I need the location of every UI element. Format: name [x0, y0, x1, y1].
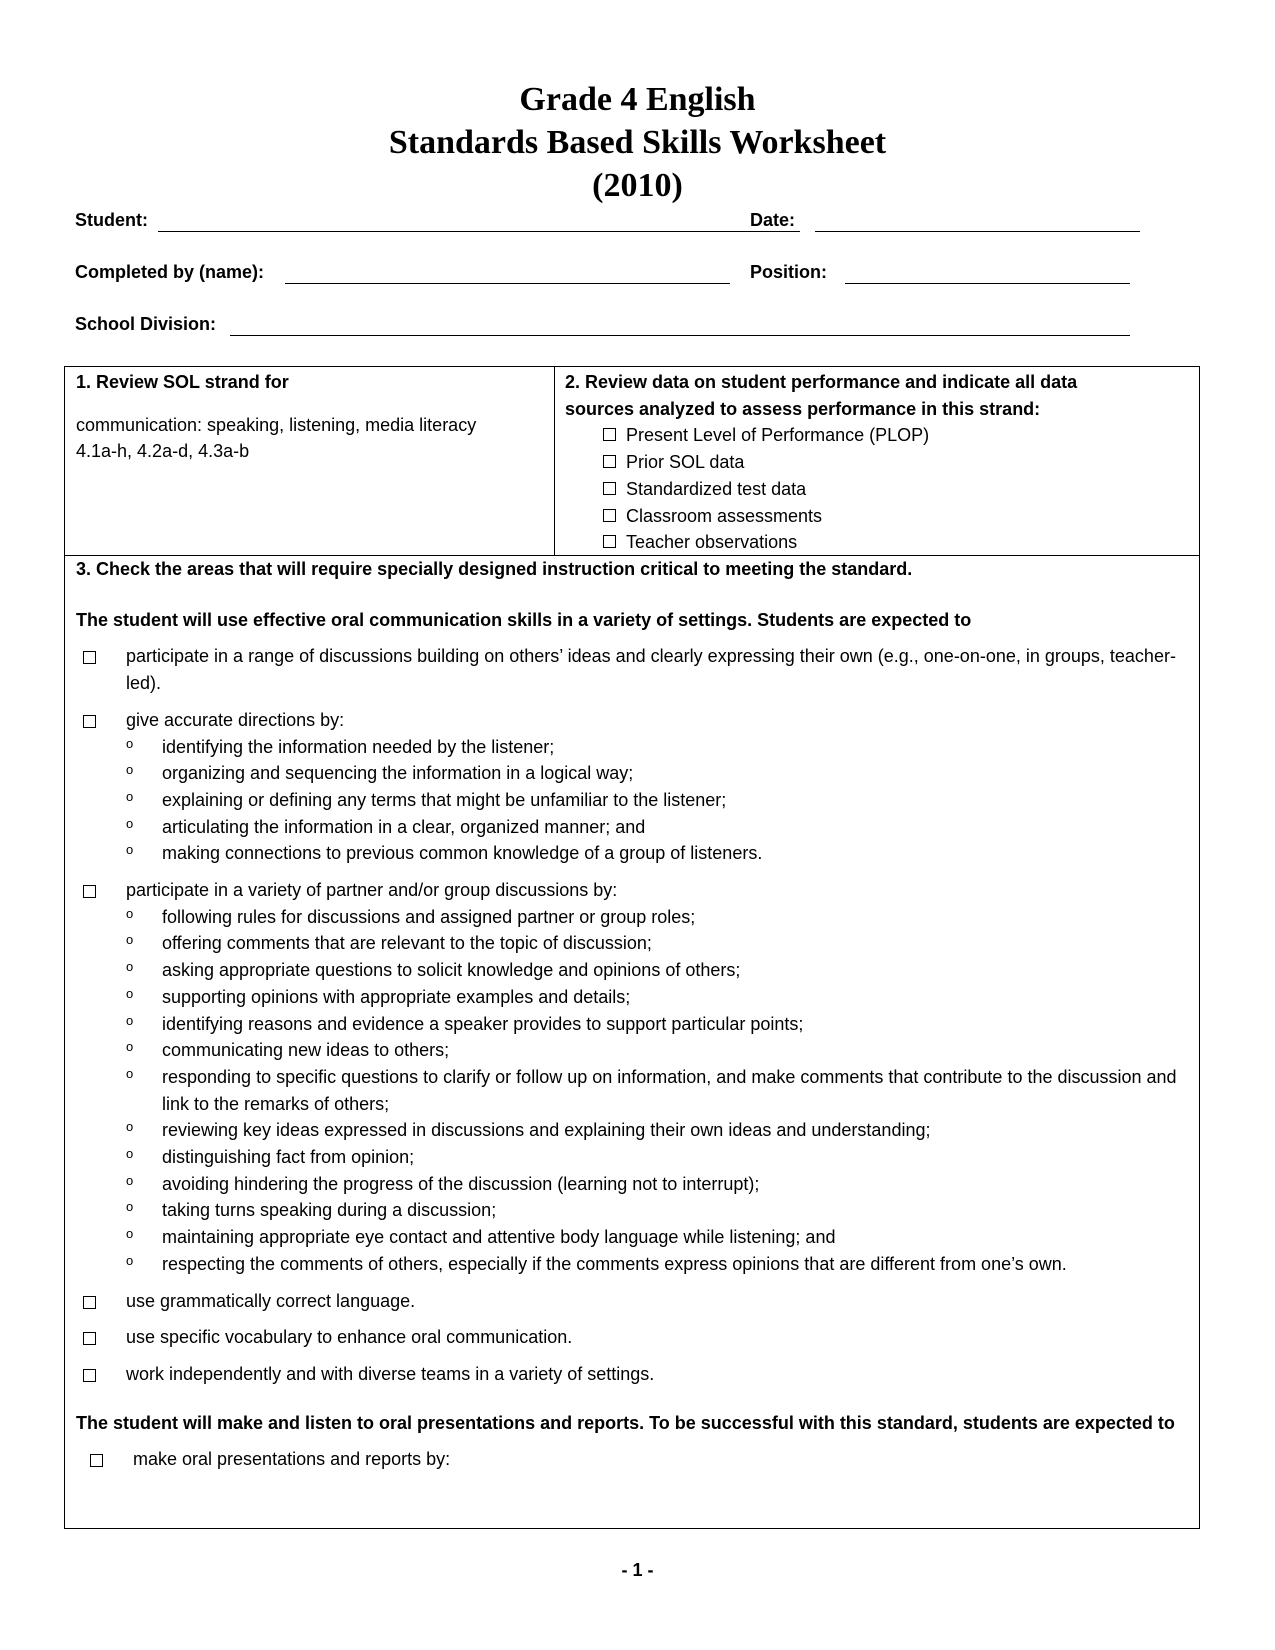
- section-2-heading-1: 2. Review data on student performance and indicate all data: [565, 372, 1078, 392]
- source-checkbox-prior-sol[interactable]: Prior SOL data: [565, 449, 1195, 476]
- source-checkbox-plop[interactable]: Present Level of Performance (PLOP): [565, 422, 1195, 449]
- bullet-icon: o: [126, 788, 134, 804]
- checklist-item-discussions-range[interactable]: participate in a range of discussions building on others’ ideas and clearly expressing their own (e.g., one-on-one, in groups, teacher-led).: [76, 643, 1186, 696]
- sub-item: o avoiding hindering the progress of the discussion (learning not to interrupt);: [76, 1171, 1186, 1198]
- checkbox-icon: [83, 715, 96, 728]
- checkbox-icon: [90, 1454, 103, 1467]
- sub-item: o making connections to previous common knowledge of a group of listeners.: [76, 840, 1186, 867]
- completed-by-field[interactable]: [285, 283, 730, 284]
- bullet-icon: o: [126, 1199, 134, 1215]
- sub-item: o supporting opinions with appropriate examples and details;: [76, 984, 1186, 1011]
- completed-by-label: Completed by (name):: [75, 262, 265, 282]
- standard-2-intro: The student will make and listen to oral presentations and reports. To be successful with this standard, students are expected to: [76, 1412, 1175, 1433]
- standard-1-intro: The student will use effective oral communication skills in a variety of settings. Students are expected to: [76, 609, 972, 630]
- sub-item: o articulating the information in a clear, organized manner; and: [76, 814, 1186, 841]
- school-division-field[interactable]: [230, 335, 1130, 336]
- completed-position-row: [75, 262, 1155, 290]
- bullet-icon: o: [126, 815, 134, 831]
- sub-item: o organizing and sequencing the information in a logical way;: [76, 760, 1186, 787]
- worksheet-table: [64, 366, 1200, 1529]
- student-date-row: [75, 210, 1155, 238]
- student-field[interactable]: [158, 231, 800, 232]
- page-number: - 1 -: [621, 1560, 654, 1580]
- date-field[interactable]: [815, 231, 1140, 232]
- school-division-row: [75, 314, 1155, 342]
- bullet-icon: o: [126, 762, 134, 778]
- sub-item: o identifying reasons and evidence a speaker provides to support particular points;: [76, 1011, 1186, 1038]
- source-checkbox-teacher[interactable]: Teacher observations: [565, 529, 1195, 556]
- section-3: [76, 556, 1186, 1473]
- sub-item: o taking turns speaking during a discussion;: [76, 1197, 1186, 1224]
- sub-item: o asking appropriate questions to solicit knowledge and opinions of others;: [76, 957, 1186, 984]
- checkbox-icon: [83, 885, 96, 898]
- title-line-3: (2010): [592, 167, 683, 204]
- checkbox-icon: [83, 651, 96, 664]
- source-checkbox-classroom[interactable]: Classroom assessments: [565, 503, 1195, 530]
- sub-item: o responding to specific questions to clarify or follow up on information, and make comments that contribute to the discussion and link to the remarks of others;: [76, 1064, 1186, 1117]
- bullet-icon: o: [126, 932, 134, 948]
- school-division-label: School Division:: [75, 314, 217, 334]
- sub-item: o offering comments that are relevant to the topic of discussion;: [76, 930, 1186, 957]
- checkbox-icon: [603, 455, 616, 468]
- bullet-icon: o: [126, 1226, 134, 1242]
- sub-item: o identifying the information needed by the listener;: [76, 734, 1186, 761]
- bullet-icon: o: [126, 959, 134, 975]
- checkbox-icon: [83, 1332, 96, 1345]
- checkbox-icon: [603, 535, 616, 548]
- section-1: [76, 369, 546, 465]
- sub-item: o maintaining appropriate eye contact and attentive body language while listening; and: [76, 1224, 1186, 1251]
- section-1-heading: 1. Review SOL strand for: [76, 372, 289, 392]
- bullet-icon: o: [126, 1172, 134, 1188]
- student-label: Student:: [75, 210, 148, 230]
- sub-item: o respecting the comments of others, especially if the comments express opinions that are different from one’s own.: [76, 1251, 1186, 1278]
- bullet-icon: o: [126, 842, 134, 858]
- position-field[interactable]: [845, 283, 1130, 284]
- sub-item: o explaining or defining any terms that might be unfamiliar to the listener;: [76, 787, 1186, 814]
- position-label: Position:: [750, 262, 827, 282]
- sol-strand: communication: speaking, listening, media literacy: [76, 414, 477, 435]
- sol-codes: 4.1a-h, 4.2a-d, 4.3a-b: [76, 441, 250, 462]
- sub-item: o communicating new ideas to others;: [76, 1037, 1186, 1064]
- bullet-icon: o: [126, 1039, 134, 1055]
- source-checkbox-standardized[interactable]: Standardized test data: [565, 476, 1195, 503]
- sub-item: o reviewing key ideas expressed in discussions and explaining their own ideas and understanding;: [76, 1117, 1186, 1144]
- bullet-icon: o: [126, 985, 134, 1001]
- checklist-item-teamwork[interactable]: work independently and with diverse teams in a variety of settings.: [76, 1361, 1186, 1388]
- title-line-2: Standards Based Skills Worksheet: [388, 124, 887, 161]
- checklist-item-group-discussions[interactable]: participate in a variety of partner and/or group discussions by:: [76, 877, 1186, 904]
- checklist-item-vocabulary[interactable]: use specific vocabulary to enhance oral communication.: [76, 1324, 1186, 1351]
- bullet-icon: o: [126, 735, 134, 751]
- bullet-icon: o: [126, 1012, 134, 1028]
- checkbox-icon: [603, 482, 616, 495]
- column-divider: [554, 367, 555, 555]
- worksheet-title: [0, 78, 1275, 207]
- sub-item: o following rules for discussions and assigned partner or group roles;: [76, 904, 1186, 931]
- section-2-heading-2: sources analyzed to assess performance in this strand:: [565, 398, 1041, 419]
- checkbox-icon: [83, 1369, 96, 1382]
- bullet-icon: o: [126, 1065, 134, 1081]
- checklist-item-grammar[interactable]: use grammatically correct language.: [76, 1288, 1186, 1315]
- checkbox-icon: [603, 428, 616, 441]
- bullet-icon: o: [126, 905, 134, 921]
- section-3-heading: 3. Check the areas that will require specially designed instruction critical to meeting the standard.: [76, 559, 913, 579]
- section-2: [565, 369, 1195, 556]
- bullet-icon: o: [126, 1119, 134, 1135]
- checkbox-icon: [83, 1296, 96, 1309]
- checklist-item-directions[interactable]: give accurate directions by:: [76, 707, 1186, 734]
- bullet-icon: o: [126, 1252, 134, 1268]
- bullet-icon: o: [126, 1146, 134, 1162]
- checkbox-icon: [603, 509, 616, 522]
- sub-item: o distinguishing fact from opinion;: [76, 1144, 1186, 1171]
- checklist-item-oral-presentations[interactable]: make oral presentations and reports by:: [76, 1446, 1186, 1473]
- title-line-1: Grade 4 English: [519, 81, 756, 118]
- date-label: Date:: [750, 210, 796, 230]
